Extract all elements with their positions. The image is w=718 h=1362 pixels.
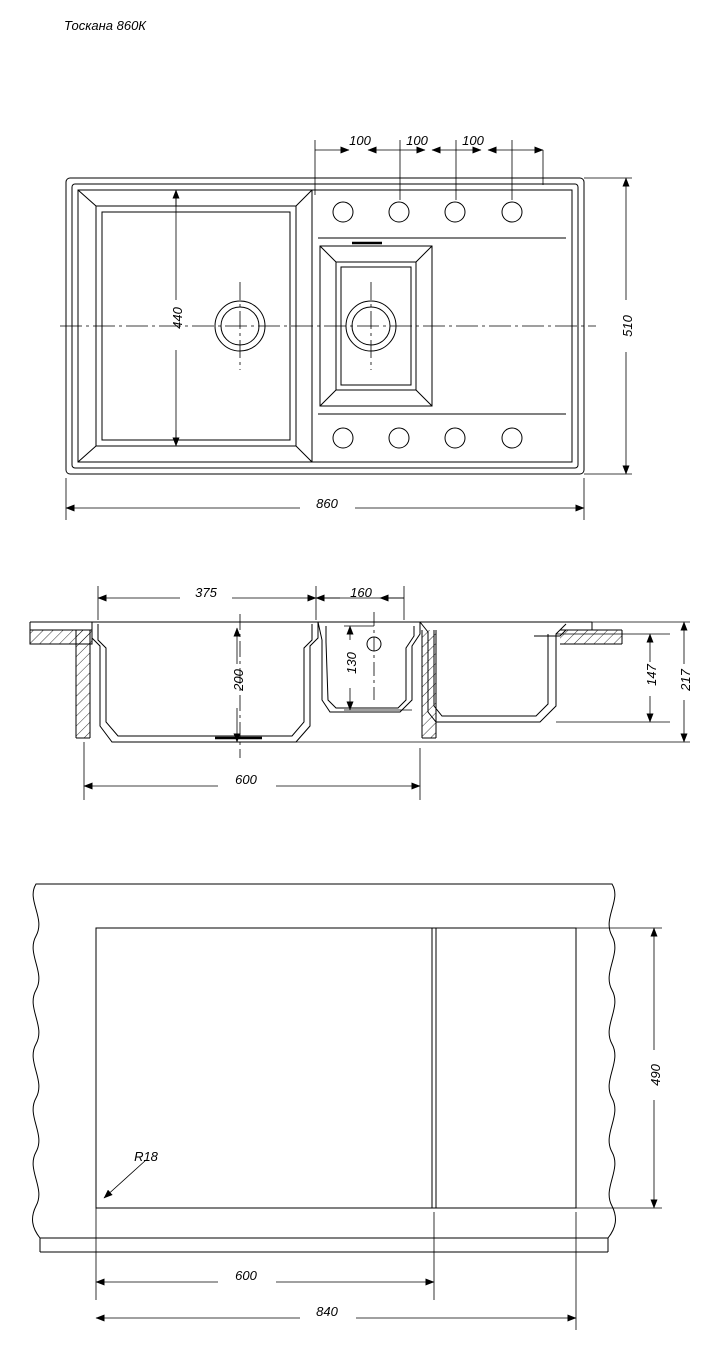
dim-cut-600: 600	[235, 1268, 257, 1283]
dim-sec-217: 217	[678, 669, 693, 691]
cutout-view-dimensions	[96, 928, 662, 1330]
dim-sec-130: 130	[344, 652, 359, 674]
dim-top-510: 510	[620, 315, 635, 337]
dim-cut-r18: R18	[134, 1149, 158, 1164]
dim-sec-600: 600	[235, 772, 257, 787]
dim-cut-490: 490	[648, 1064, 663, 1086]
dim-top-100-c: 100	[462, 133, 484, 148]
dim-cut-840: 840	[316, 1304, 338, 1319]
top-view-dimensions	[66, 140, 632, 520]
dim-top-440: 440	[170, 307, 185, 329]
dim-sec-200: 200	[231, 669, 246, 691]
dim-sec-147: 147	[644, 664, 659, 686]
top-view-geometry	[60, 178, 596, 474]
dim-top-100-a: 100	[349, 133, 371, 148]
section-view-geometry	[30, 612, 622, 758]
dim-top-100-b: 100	[406, 133, 428, 148]
page-title: Тоскана 860К	[64, 18, 146, 33]
section-view-dimensions	[84, 586, 690, 800]
dim-top-860: 860	[316, 496, 338, 511]
dim-sec-375: 375	[195, 585, 217, 600]
cutout-view-geometry	[33, 884, 616, 1252]
dim-sec-160: 160	[350, 585, 372, 600]
